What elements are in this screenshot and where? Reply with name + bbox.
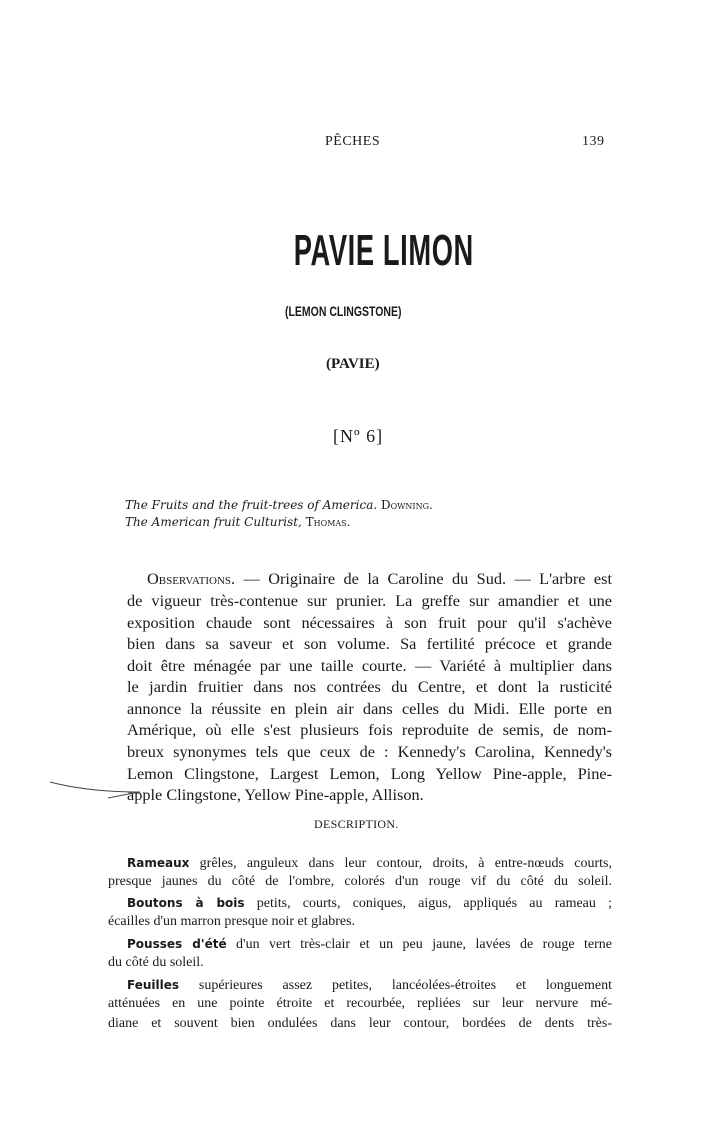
description-line: du côté du soleil. [108, 955, 204, 970]
pencil-mark [48, 778, 143, 800]
observations-line: exposition chaude sont nécessaires à son fruit pour qu'il s'achève [127, 613, 612, 632]
variety-number: [Nº 6] [333, 426, 384, 446]
reference-work: The Fruits and the fruit-trees of America. [125, 498, 378, 512]
description-line: écailles d'un marron presque noir et glabres. [108, 914, 356, 929]
page-number: 139 [582, 134, 605, 149]
description-heading: DESCRIPTION. [314, 817, 399, 831]
description-line: Boutons à bois petits, courts, coniques, aigus, appliqués au rameau ; [127, 896, 612, 911]
observations-line: breux synonymes tels que ceux de : Kennedy's Carolina, Kennedy's [127, 742, 612, 761]
observations-line: annonce la réussite en plein air dans celles du Midi. Elle porte en [127, 699, 612, 718]
reference-author: Thomas. [305, 515, 351, 529]
observations-line: doit être ménagée par une taille courte. — Variété à multiplier dans [127, 656, 612, 675]
page-title: PAVIE LIMON [293, 226, 474, 275]
description-line: Rameaux grêles, anguleux dans leur contour, droits, à entre-nœuds courts, [127, 856, 612, 871]
reference-author: Downing. [381, 498, 433, 512]
term-feuilles: Feuilles [127, 978, 180, 992]
reference-2 [125, 515, 350, 529]
term-boutons: Boutons à bois [127, 896, 245, 910]
description-line: presque jaunes du côté de l'ombre, colorés d'un rouge vif du côté du soleil. [108, 874, 612, 889]
observations-line: le jardin fruitier dans nos contrées du Centre, et dont la rusticité [127, 677, 612, 696]
observations-line: Amérique, où elle s'est plusieurs fois reproduite de semis, de nom- [127, 720, 612, 739]
english-name: (LEMON CLINGSTONE) [285, 303, 402, 319]
reference-work: The American fruit Culturist, [125, 515, 302, 529]
description-line: Feuilles supérieures assez petites, lancéolées-étroites et longuement [127, 978, 612, 993]
observations-line: bien dans sa saveur et son volume. Sa fertilité précoce et grande [127, 634, 612, 653]
reference-1 [125, 498, 433, 512]
description-line: atténuées en une pointe étroite et recourbée, repliées sur leur nervure mé- [108, 996, 612, 1011]
term-rameaux: Rameaux [127, 856, 190, 870]
observations-line: apple Clingstone, Yellow Pine-apple, Allison. [127, 785, 424, 804]
observations-line: Lemon Clingstone, Largest Lemon, Long Yellow Pine-apple, Pine- [127, 764, 612, 783]
observations-line: de vigueur très-contenue sur prunier. La greffe sur amandier et une [127, 591, 612, 610]
term-pousses: Pousses d'été [127, 937, 227, 951]
running-title: PÊCHES [325, 134, 381, 149]
observations-label: Observations. [147, 569, 236, 588]
observations-line: Observations. — Originaire de la Caroline du Sud. — L'arbre est [147, 569, 612, 588]
description-line: Pousses d'été d'un vert très-clair et un peu jaune, lavées de rouge terne [127, 937, 612, 952]
fruit-type: (PAVIE) [326, 356, 380, 372]
description-line: diane et souvent bien ondulées dans leur contour, bordées de dents très- [108, 1016, 612, 1031]
